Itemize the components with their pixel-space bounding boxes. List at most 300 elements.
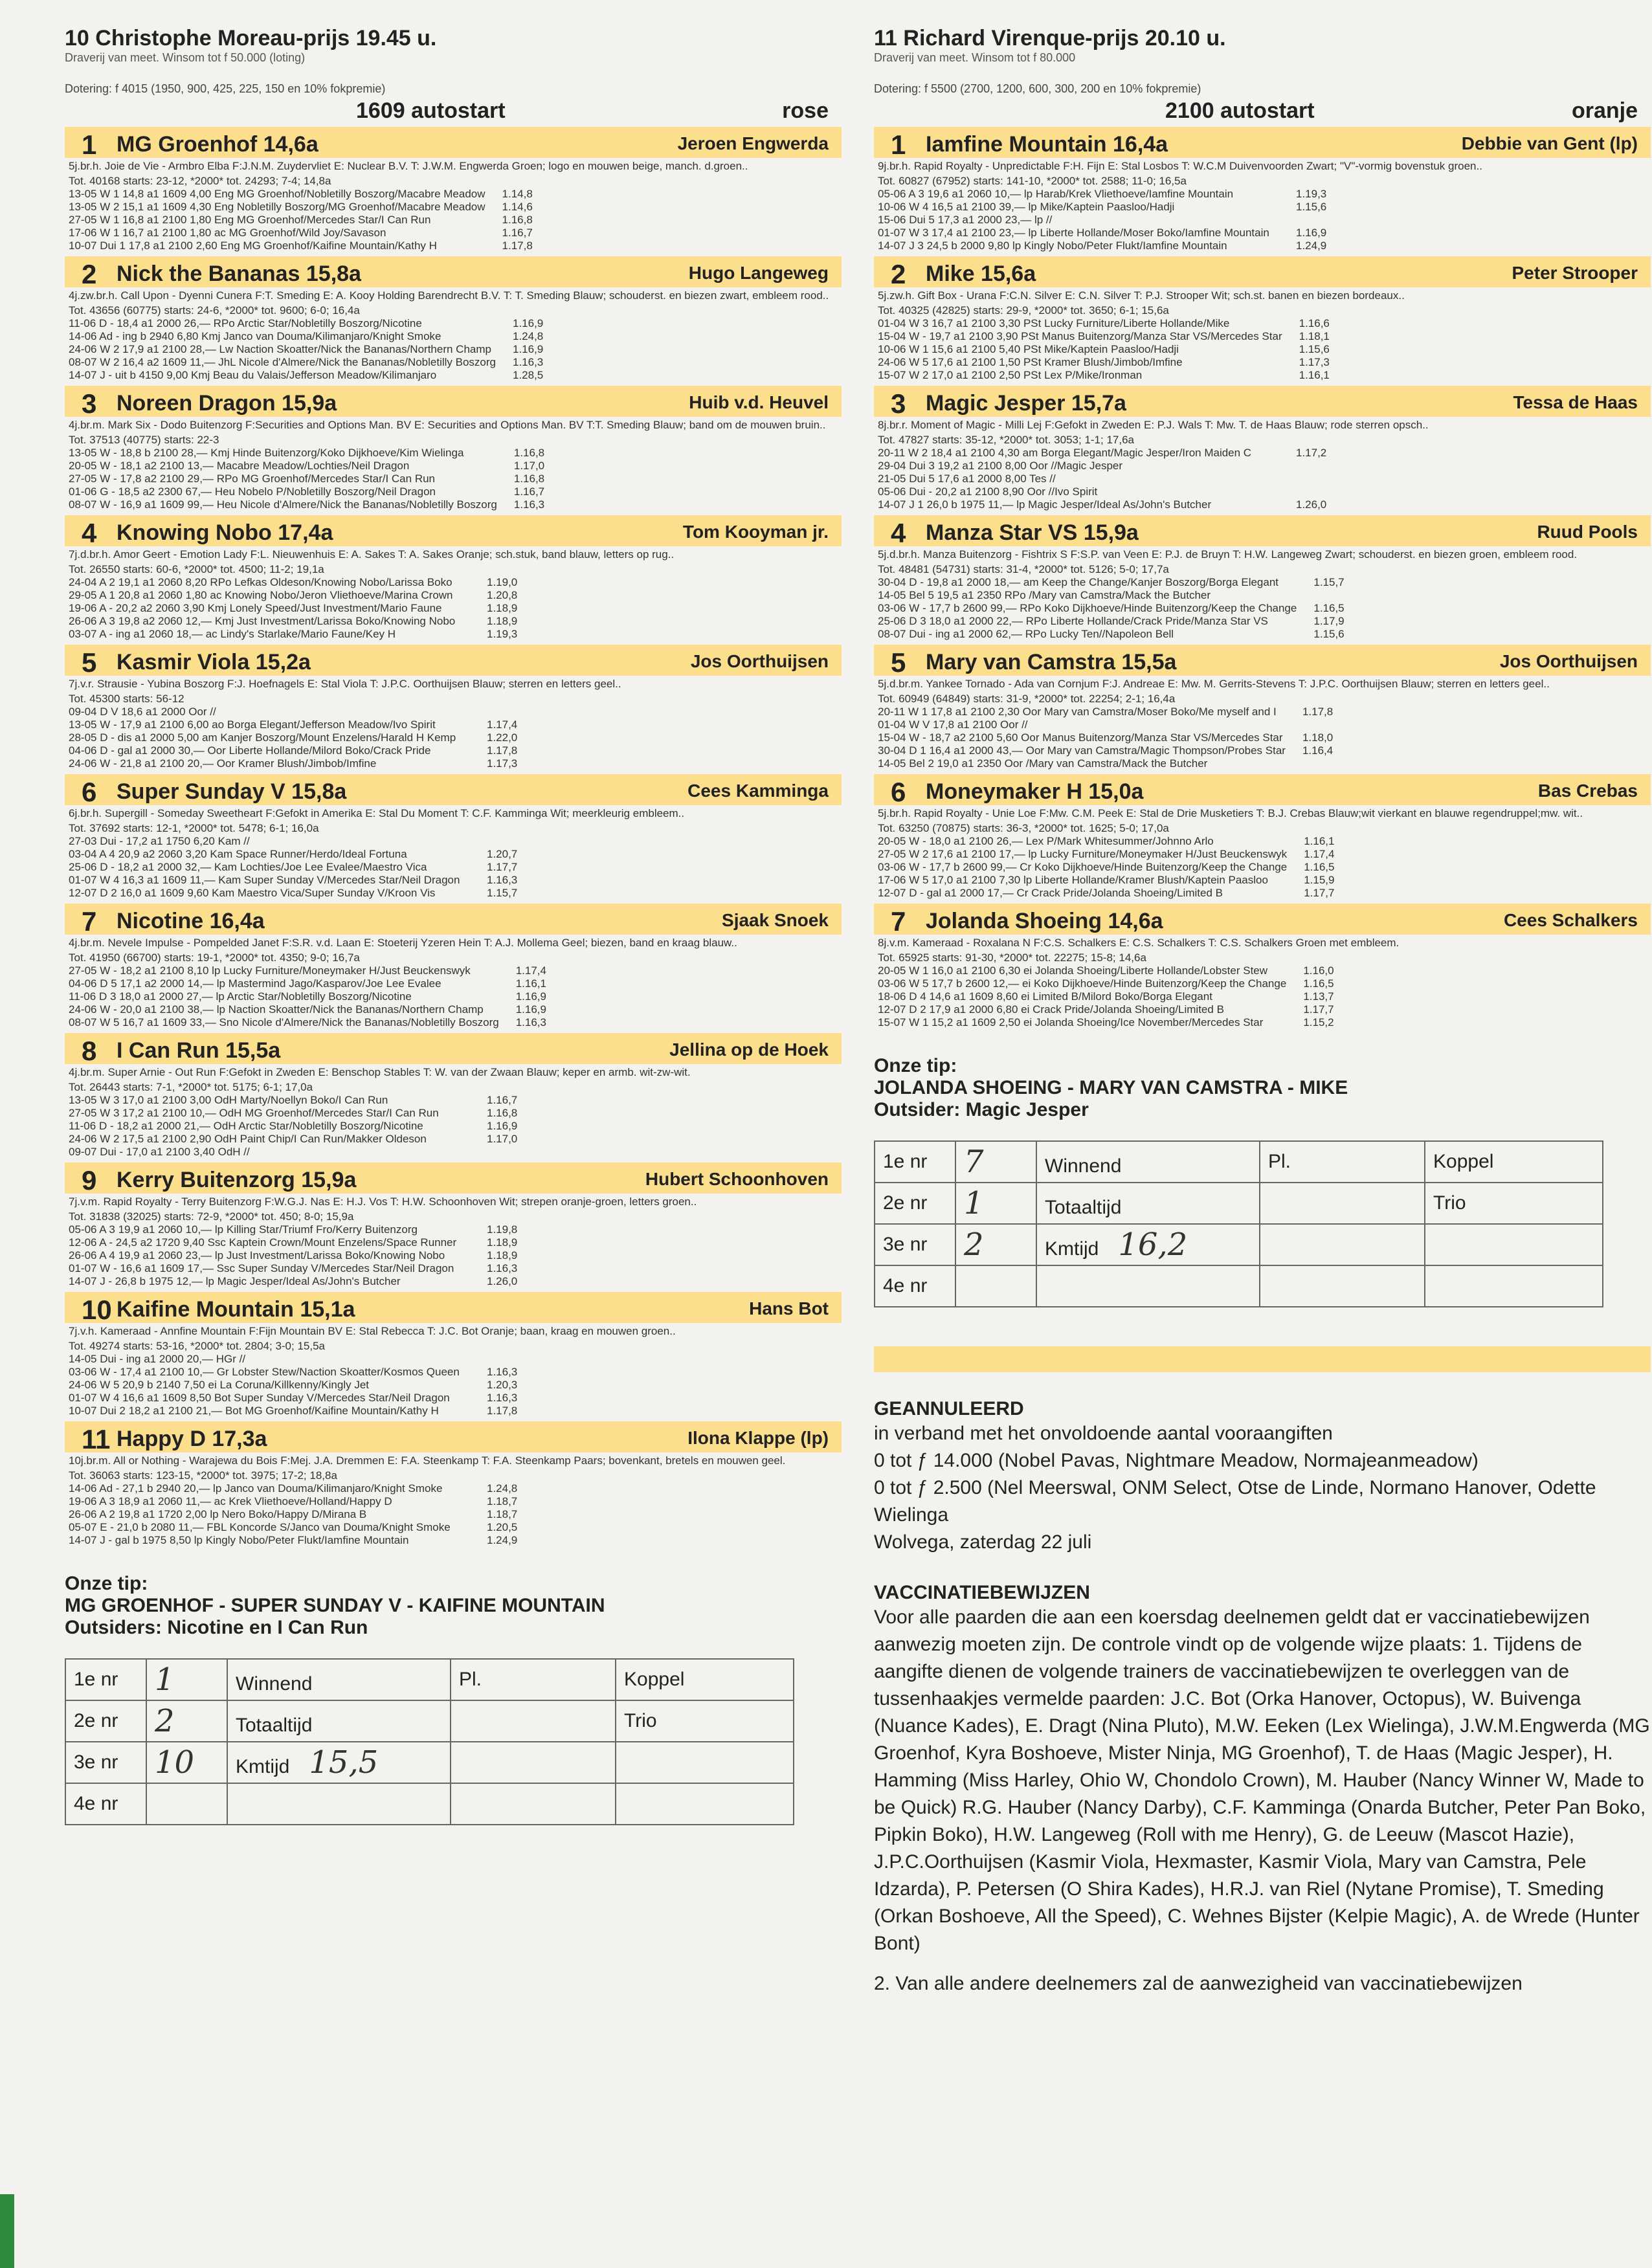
- horse-entry: [65, 645, 842, 770]
- result-row: [69, 1016, 550, 1029]
- result-row: [69, 731, 521, 744]
- horse-info: Tot. 41950 (66700) starts: 19-1, *2000* tot. 4350; 9-0; 16,7a: [69, 951, 360, 964]
- horse-entry: [65, 515, 842, 641]
- handwritten-number[interactable]: [146, 1783, 227, 1825]
- horse-info: Tot. 26443 starts: 7-1, *2000* tot. 5175; 6-1; 17,0a: [69, 1081, 313, 1093]
- grid-right: [616, 1783, 794, 1825]
- result-details: 24-04 A 2 19,1 a1 2060 8,20 RPo Lefkas Oldeson/Knowing Nobo/Larissa Boko: [69, 576, 452, 588]
- result-row: [69, 460, 548, 472]
- horse-header: [874, 645, 1651, 676]
- result-row: [878, 718, 1337, 731]
- handwritten-number[interactable]: [955, 1265, 1036, 1307]
- horse-info: Tot. 65925 starts: 91-30, *2000* tot. 22275; 15-8; 14,6a: [878, 951, 1146, 964]
- results-table: [69, 1223, 521, 1288]
- result-row: [69, 227, 537, 239]
- grid-pl: Pl.: [451, 1659, 616, 1700]
- outsiders-text: Outsider: Magic Jesper: [874, 1099, 1089, 1120]
- horse-info: Tot. 60949 (64849) starts: 31-9, *2000* tot. 22254; 2-1; 16,4a: [878, 693, 1176, 705]
- horse-number: 7: [82, 906, 97, 937]
- horse-header: [874, 386, 1651, 417]
- results-table: [878, 835, 1338, 900]
- result-details: 09-07 Dui - 17,0 a1 2100 3,40 OdH //: [69, 1146, 250, 1158]
- result-row: [69, 835, 521, 848]
- result-time: [1283, 214, 1330, 227]
- driver-name: Hans Bot: [749, 1298, 829, 1318]
- bet-type-label: Totaaltijd: [1045, 1197, 1122, 1218]
- result-time: 1.26,0: [1296, 498, 1327, 511]
- result-time: [1289, 757, 1337, 770]
- result-row: [69, 1236, 521, 1249]
- result-details: 26-06 A 3 19,8 a2 2060 12,— Kmj Just Investment/Larissa Boko/Knowing Nobo: [69, 615, 456, 627]
- horse-info: 7j.d.br.h. Amor Geert - Emotion Lady F:L. Nieuwenhuis E: A. Sakes T: A. Sakes Oranje; sch.stuk, band blauw, letters op rug..: [69, 548, 675, 561]
- race-prize: Dotering: f 4015 (1950, 900, 425, 225, 150 en 10% fokpremie): [65, 82, 386, 95]
- horse-header: [874, 515, 1651, 546]
- result-details: 08-07 W 5 16,7 a1 1609 33,— Sno Nicole d'Almere/Nick the Bananas/Nobletilly Boszorg: [69, 1016, 499, 1028]
- horse-number: 4: [82, 518, 97, 548]
- horse-header: [874, 904, 1651, 935]
- result-details: 03-04 A 4 20,9 a2 2060 3,20 Kam Space Runner/Herdo/Ideal Fortuna: [69, 848, 407, 860]
- result-details: 01-07 W - 16,6 a1 1609 17,— Ssc Super Sunday V/Mercedes Star/Neil Dragon: [69, 1262, 454, 1274]
- result-row: [878, 977, 1338, 990]
- horse-info: Tot. 49274 starts: 53-16, *2000* tot. 2804; 3-0; 15,5a: [69, 1340, 325, 1352]
- result-details: 12-07 D 2 17,9 a1 2000 6,80 ei Crack Pride/Jolanda Shoeing/Limited B: [878, 1003, 1224, 1016]
- result-time: 1.17,8: [487, 1405, 518, 1417]
- result-details: 28-05 D - dis a1 2000 5,00 am Kanjer Boszorg/Mount Enzelens/Harald H Kemp: [69, 731, 456, 744]
- handwritten-number[interactable]: 2: [955, 1224, 1036, 1265]
- result-time: 1.20,7: [487, 848, 518, 860]
- result-time: 1.16,9: [1296, 227, 1327, 239]
- result-time: [1283, 485, 1330, 498]
- result-row: [69, 1379, 521, 1392]
- result-time: 1.15,6: [1313, 628, 1345, 640]
- horse-entry: [874, 256, 1651, 382]
- result-row: [69, 1353, 521, 1366]
- result-row: [69, 498, 548, 511]
- result-time: 1.20,5: [487, 1521, 518, 1533]
- result-time: 1.18,9: [487, 1236, 518, 1249]
- result-details: 08-07 Dui - ing a1 2000 62,— RPo Lucky Ten//Napoleon Bell: [878, 628, 1174, 640]
- horse-info: 10j.br.m. All or Nothing - Warajewa du Bois F:Mej. J.A. Dremmen E: F.A. Steenkamp T: F.A. Steenkamp Paars; bovenkant, bretels en mouwen geel.: [69, 1454, 786, 1467]
- result-time: 1.16,8: [513, 447, 545, 459]
- horse-header: [874, 127, 1651, 158]
- result-time: 1.17,8: [1302, 706, 1334, 718]
- handwritten-number[interactable]: 2: [146, 1700, 227, 1742]
- horse-entry: [65, 1421, 842, 1547]
- geannuleerd-line: Wolvega, zaterdag 22 juli: [874, 1531, 1092, 1553]
- result-row: [69, 343, 547, 356]
- result-details: 03-06 W - 17,7 b 2600 99,— Cr Koko Dijkhoeve/Hinde Buitenzorg/Keep the Change: [878, 861, 1288, 873]
- result-row: [69, 1392, 521, 1405]
- result-time: 1.16,5: [1304, 861, 1335, 873]
- result-time: 1.20,8: [487, 589, 518, 601]
- grid-right: Koppel: [616, 1659, 794, 1700]
- geannuleerd-line: 0 tot ƒ 2.500 (Nel Meerswal, ONM Select, Otse de Linde, Normano Hanover, Odette Wielinga: [874, 1477, 1596, 1526]
- grid-pl: [451, 1700, 616, 1742]
- result-row: [69, 330, 547, 343]
- horse-info: 7j.v.r. Strausie - Yubina Boszorg F:J. Hoefnagels E: Stal Viola T: J.P.C. Oorthuijsen Blauw; sterren en letters geel..: [69, 678, 621, 690]
- result-details: 13-05 W 3 17,0 a1 2100 3,00 OdH Marty/Noellyn Boko/I Can Run: [69, 1094, 388, 1106]
- horse-number: 2: [82, 259, 97, 289]
- result-time: 1.20,3: [487, 1379, 518, 1391]
- result-details: 01-04 W 3 16,7 a1 2100 3,30 PSt Lucky Furniture/Liberte Hollande/Mike: [878, 317, 1230, 329]
- horse-info: Tot. 45300 starts: 56-12: [69, 693, 184, 705]
- grid-bet-type: [227, 1742, 451, 1783]
- grid-pl: Pl.: [1260, 1141, 1425, 1183]
- horse-header: [65, 774, 842, 805]
- handwritten-number[interactable]: 1: [955, 1183, 1036, 1224]
- driver-name: Tessa de Haas: [1513, 392, 1638, 412]
- results-table: [69, 706, 521, 770]
- horse-name: Kerry Buitenzorg 15,9a: [117, 1168, 357, 1192]
- grid-label: 3e nr: [875, 1224, 955, 1265]
- result-row: [878, 460, 1330, 472]
- result-details: 30-04 D 1 16,4 a1 2000 43,— Oor Mary van Camstra/Magic Thompson/Probes Star: [878, 744, 1286, 757]
- result-row: [878, 589, 1348, 602]
- result-details: 05-06 Dui - 20,2 a1 2100 8,90 Oor //Ivo Spirit: [878, 485, 1098, 498]
- horse-number: 5: [891, 647, 906, 678]
- result-time: [1289, 718, 1337, 731]
- result-details: 03-06 W - 17,7 b 2600 99,— RPo Koko Dijkhoeve/Hinde Buitenzorg/Keep the Change: [878, 602, 1297, 614]
- result-details: 29-05 A 1 20,8 a1 2060 1,80 ac Knowing Nobo/Jeron Vliethoeve/Marina Crown: [69, 589, 453, 601]
- horse-info: Tot. 40168 starts: 23-12, *2000* tot. 24293; 7-4; 14,8a: [69, 175, 331, 187]
- result-details: 24-06 W 2 17,5 a1 2100 2,90 OdH Paint Chip/I Can Run/Makker Oldeson: [69, 1133, 427, 1145]
- result-details: 25-06 D 3 18,0 a1 2000 22,— RPo Liberte Hollande/Crack Pride/Manza Star VS: [878, 615, 1268, 627]
- horse-entry: [65, 256, 842, 382]
- handwritten-number[interactable]: 7: [955, 1141, 1036, 1183]
- handwritten-number[interactable]: 1: [146, 1659, 227, 1700]
- horse-header: [65, 1292, 842, 1323]
- result-time: 1.15,2: [1303, 1016, 1334, 1028]
- result-row: [878, 744, 1337, 757]
- result-row: [69, 977, 550, 990]
- result-row: [69, 1133, 521, 1146]
- result-row: [69, 201, 537, 214]
- result-details: 24-06 W - 20,0 a1 2100 38,— lp Naction Skoatter/Nick the Bananas/Northern Champ: [69, 1003, 484, 1016]
- horse-info: Tot. 36063 starts: 123-15, *2000* tot. 3975; 17-2; 18,8a: [69, 1469, 337, 1482]
- race-subtitle: Draverij van meet. Winsom tot f 50.000 (loting): [65, 51, 306, 64]
- entries-list: [65, 127, 842, 1547]
- result-time: [474, 1353, 521, 1366]
- result-details: 10-06 W 4 16,5 a1 2100 39,— lp Mike/Kaptein Paasloo/Hadji: [878, 201, 1175, 213]
- result-time: 1.18,9: [487, 615, 518, 627]
- result-time: 1.16,3: [487, 1392, 518, 1404]
- horse-name: Mary van Camstra 15,5a: [926, 650, 1177, 674]
- geannuleerd-heading: GEANNULEERD: [874, 1398, 1024, 1419]
- result-details: 18-06 D 4 14,6 a1 1609 8,60 ei Limited B/Milord Boko/Borga Elegant: [878, 990, 1212, 1003]
- bet-grid: [65, 1658, 794, 1825]
- result-details: 03-06 W 5 17,7 b 2600 12,— ei Koko Dijkhoeve/Hinde Buitenzorg/Keep the Change: [878, 977, 1287, 990]
- horse-header: [65, 386, 842, 417]
- race-line: [65, 96, 842, 123]
- result-row: [69, 1003, 550, 1016]
- result-time: 1.17,4: [487, 718, 518, 731]
- result-row: [69, 576, 521, 589]
- result-details: 15-07 W 2 17,0 a1 2100 2,50 PSt Lex P/Mike/Ironman: [878, 369, 1143, 381]
- grid-pl: [1260, 1265, 1425, 1307]
- grid-row: [875, 1183, 1603, 1224]
- result-row: [69, 1275, 521, 1288]
- race-distance: 1609 autostart: [356, 98, 506, 123]
- driver-name: Tom Kooyman jr.: [682, 522, 829, 542]
- horse-entry: [65, 1162, 842, 1288]
- horse-header: [65, 256, 842, 287]
- result-row: [69, 964, 550, 977]
- result-details: 26-06 A 2 19,8 a1 1720 2,00 lp Nero Boko/Happy D/Mirana B: [69, 1508, 367, 1520]
- result-details: 14-05 Bel 5 19,5 a1 2350 RPo /Mary van Camstra/Mack the Butcher: [878, 589, 1211, 601]
- result-time: 1.16,6: [1299, 317, 1330, 329]
- horse-header: [65, 645, 842, 676]
- divider-band: [874, 1346, 1651, 1372]
- result-row: [69, 1366, 521, 1379]
- grid-row: [65, 1659, 794, 1700]
- result-details: 15-04 W - 18,7 a2 2100 5,60 Oor Manus Buitenzorg/Manza Star VS/Mercedes Star: [878, 731, 1283, 744]
- horse-number: 7: [891, 906, 906, 937]
- result-details: 27-05 W 1 16,8 a1 2100 1,80 Eng MG Groenhof/Mercedes Star/I Can Run: [69, 214, 431, 226]
- grid-label: 3e nr: [65, 1742, 146, 1783]
- result-time: 1.17,7: [1304, 887, 1335, 899]
- horse-info: Tot. 63250 (70875) starts: 36-3, *2000* tot. 1625; 5-0; 17,0a: [878, 822, 1169, 834]
- grid-right: [1425, 1265, 1603, 1307]
- result-time: 1.16,8: [487, 1107, 518, 1119]
- horse-info: 9j.br.h. Rapid Royalty - Unpredictable F:H. Fijn E: Stal Losbos T: W.C.M Duivenvoorden Zwart; "V"-vormig bovenstuk groen..: [878, 160, 1482, 172]
- result-details: 21-05 Dui 5 17,6 a1 2000 8,00 Tes //: [878, 472, 1056, 485]
- handwritten-value[interactable]: 16,2: [1118, 1227, 1188, 1263]
- result-details: 27-05 W 2 17,6 a1 2100 17,— lp Lucky Furniture/Moneymaker H/Just Beuckenswyk: [878, 848, 1288, 860]
- result-time: 1.16,0: [1303, 964, 1334, 977]
- race-prize: Dotering: f 5500 (2700, 1200, 600, 300, 200 en 10% fokpremie): [874, 82, 1201, 95]
- horse-name: Noreen Dragon 15,9a: [117, 391, 337, 416]
- result-row: [878, 201, 1330, 214]
- horse-header: [65, 1162, 842, 1194]
- grid-row: [65, 1783, 794, 1825]
- horse-entry: [65, 904, 842, 1029]
- result-details: 12-07 D - gal a1 2000 17,— Cr Crack Pride/Jolanda Shoeing/Limited B: [878, 887, 1223, 899]
- result-time: 1.18,0: [1302, 731, 1334, 744]
- results-table: [878, 964, 1338, 1029]
- result-row: [878, 356, 1334, 369]
- result-details: 05-06 A 3 19,6 a1 2060 10,— lp Harab/Krek Vliethoeve/Iamfine Mountain: [878, 188, 1234, 200]
- horse-entry: [874, 386, 1651, 511]
- result-row: [878, 343, 1334, 356]
- horse-info: 4j.br.m. Super Arnie - Out Run F:Gefokt in Zweden E: Benschop Stables T: W. van der Zwaan Blauw; keper en armb. wit-zw-wit.: [69, 1066, 691, 1078]
- result-time: 1.16,9: [487, 1120, 518, 1132]
- result-row: [69, 1482, 521, 1495]
- driver-name: Hubert Schoonhoven: [645, 1169, 829, 1189]
- driver-name: Jellina op de Hoek: [669, 1040, 829, 1060]
- result-details: 25-06 D - 18,2 a1 2000 32,— Kam Lochties/Joe Lee Evalee/Maestro Vica: [69, 861, 427, 873]
- entries-list: [874, 127, 1651, 1029]
- result-row: [878, 214, 1330, 227]
- horse-info: 8j.br.r. Moment of Magic - Milli Lej F:Gefokt in Zweden E: P.J. Wals T: Mw. T. de Haas Blauw; rode sterren opsch..: [878, 419, 1429, 431]
- result-details: 14-05 Bel 2 19,0 a1 2350 Oor /Mary van Camstra/Mack the Butcher: [878, 757, 1208, 770]
- results-table: [878, 188, 1330, 252]
- result-time: 1.14,8: [502, 188, 533, 200]
- horse-name: Super Sunday V 15,8a: [117, 779, 347, 804]
- race-distance: 2100 autostart: [1165, 98, 1315, 123]
- result-details: 24-06 W 5 20,9 b 2140 7,50 ei La Coruna/Killkenny/Kingly Jet: [69, 1379, 370, 1391]
- result-row: [69, 369, 547, 382]
- horse-entry: [874, 127, 1651, 252]
- horse-info: 5j.zw.h. Gift Box - Urana F:C.N. Silver E: C.N. Silver T: P.J. Strooper Wit; sch.st. banen en biezen bordeaux..: [878, 289, 1405, 302]
- horse-header: [65, 127, 842, 158]
- result-details: 20-05 W - 18,0 a1 2100 26,— Lex P/Mark Whitesummer/Johnno Arlo: [878, 835, 1214, 847]
- grid-label: 2e nr: [875, 1183, 955, 1224]
- horse-entry: [65, 774, 842, 900]
- result-row: [69, 485, 548, 498]
- left-column: [65, 0, 842, 1825]
- result-row: [69, 706, 521, 718]
- result-row: [878, 1016, 1338, 1029]
- horse-name: Happy D 17,3a: [117, 1427, 267, 1451]
- result-row: [69, 1534, 521, 1547]
- result-row: [69, 848, 521, 861]
- result-details: 01-06 G - 18,5 a2 2300 67,— Heu Nobelo P/Nobletilly Boszorg/Neil Dragon: [69, 485, 436, 498]
- result-details: 03-06 W - 17,4 a1 2100 10,— Gr Lobster Stew/Naction Skoatter/Kosmos Queen: [69, 1366, 460, 1378]
- race-title: 10 Christophe Moreau-prijs 19.45 u.: [65, 26, 437, 50]
- outsiders-text: Outsiders: Nicotine en I Can Run: [65, 1617, 368, 1638]
- results-table: [69, 1482, 521, 1547]
- result-row: [69, 1508, 521, 1521]
- result-time: 1.16,1: [1299, 369, 1330, 381]
- bet-type-label: Kmtijd: [1045, 1238, 1099, 1260]
- result-time: 1.15,6: [1299, 343, 1330, 355]
- grid-right: Trio: [1425, 1183, 1603, 1224]
- result-time: 1.16,9: [513, 317, 544, 329]
- result-row: [69, 1405, 521, 1418]
- horse-header: [874, 256, 1651, 287]
- result-time: [474, 1146, 521, 1159]
- horse-name: Manza Star VS 15,9a: [926, 520, 1139, 545]
- driver-name: Ilona Klappe (lp): [687, 1428, 829, 1448]
- horse-info: Tot. 48481 (54731) starts: 31-4, *2000* tot. 5126; 5-0; 17,7a: [878, 563, 1169, 575]
- driver-name: Cees Schalkers: [1503, 910, 1638, 930]
- results-table: [878, 576, 1348, 641]
- right-column: [874, 0, 1651, 1997]
- geannuleerd-line: in verband met het onvoldoende aantal vooraangiften: [874, 1423, 1333, 1444]
- result-details: 24-06 W - 21,8 a1 2100 20,— Oor Kramer Blush/Jimbob/Imfine: [69, 757, 377, 770]
- grid-label: 1e nr: [65, 1659, 146, 1700]
- result-time: 1.13,7: [1303, 990, 1334, 1003]
- result-details: 11-06 D - 18,2 a1 2000 21,— OdH Arctic Star/Nobletilly Boszorg/Nicotine: [69, 1120, 423, 1132]
- result-time: 1.16,3: [513, 356, 544, 368]
- tip-text: JOLANDA SHOEING - MARY VAN CAMSTRA - MIKE: [874, 1077, 1348, 1098]
- horse-name: Mike 15,6a: [926, 261, 1036, 286]
- result-time: 1.17,4: [1304, 848, 1335, 860]
- result-row: [69, 589, 521, 602]
- result-row: [69, 874, 521, 887]
- horse-info: 5j.br.h. Rapid Royalty - Unie Loe F:Mw. C.M. Peek E: Stal de Drie Musketiers T: B.J. Crebas Blauw;wit vierkant en blauwe regendruppel;mw. wit..: [878, 807, 1583, 819]
- result-details: 13-05 W 1 14,8 a1 1609 4,00 Eng MG Groenhof/Nobletilly Boszorg/Macabre Meadow: [69, 188, 486, 200]
- driver-name: Bas Crebas: [1537, 781, 1638, 801]
- result-details: 15-06 Dui 5 17,3 a1 2000 23,— lp //: [878, 214, 1053, 226]
- horse-info: 5j.d.br.m. Yankee Tornado - Ada van Cornjum F:J. Andreae E: Mw. M. Gerrits-Stevens T: J.P.C. Oorthuijsen Blauw; sterren en letters geel..: [878, 678, 1550, 690]
- grid-bet-type: [1036, 1141, 1260, 1183]
- grid-bet-type: [227, 1659, 451, 1700]
- horse-info: 6j.br.h. Supergill - Someday Sweetheart F:Gefokt in Amerika E: Stal Du Moment T: C.F. Kamminga Wit; meerkleurig embleem..: [69, 807, 685, 819]
- result-row: [878, 731, 1337, 744]
- result-time: [1300, 589, 1348, 602]
- results-table: [69, 835, 521, 900]
- result-details: 19-06 A - 20,2 a2 2060 3,90 Kmj Lonely Speed/Just Investment/Mario Faune: [69, 602, 442, 614]
- result-row: [69, 1495, 521, 1508]
- result-time: 1.17,8: [502, 239, 533, 252]
- result-time: 1.24,9: [487, 1534, 518, 1546]
- result-details: 14-05 Dui - ing a1 2000 20,— HGr //: [69, 1353, 246, 1365]
- result-row: [878, 472, 1330, 485]
- result-details: 01-07 W 3 17,4 a1 2100 23,— lp Liberte Hollande/Moser Boko/Iamfine Mountain: [878, 227, 1269, 239]
- result-time: 1.17,4: [515, 964, 546, 977]
- result-time: 1.22,0: [487, 731, 518, 744]
- result-row: [69, 1146, 521, 1159]
- horse-info: 7j.v.h. Kameraad - Annfine Mountain F:Fijn Mountain BV E: Stal Rebecca T: J.C. Bot Oranje; baan, kraag en mouwen groen..: [69, 1325, 676, 1337]
- result-row: [878, 848, 1338, 861]
- grid-bet-type: [227, 1783, 451, 1825]
- result-time: 1.16,1: [515, 977, 546, 990]
- result-row: [878, 835, 1338, 848]
- horse-info: Tot. 37513 (40775) starts: 22-3: [69, 434, 219, 446]
- result-time: 1.18,7: [487, 1495, 518, 1507]
- result-row: [878, 227, 1330, 239]
- handwritten-value[interactable]: 15,5: [309, 1744, 379, 1781]
- result-time: 1.26,0: [487, 1275, 518, 1287]
- result-details: 17-06 W 1 16,7 a1 2100 1,80 ac MG Groenhof/Wild Joy/Savason: [69, 227, 386, 239]
- result-details: 15-04 W - 19,7 a1 2100 3,90 PSt Manus Buitenzorg/Manza Star VS/Mercedes Star: [878, 330, 1282, 342]
- result-time: 1.15,7: [487, 887, 518, 899]
- result-time: 1.19,8: [487, 1223, 518, 1236]
- horse-header: [65, 515, 842, 546]
- result-time: 1.15,7: [1313, 576, 1345, 588]
- horse-info: Tot. 40325 (42825) starts: 29-9, *2000* tot. 3650; 6-1; 15,6a: [878, 304, 1169, 317]
- tip-label: Onze tip:: [874, 1055, 957, 1076]
- result-row: [878, 576, 1348, 589]
- horse-number: 1: [82, 129, 97, 160]
- horse-number: 5: [82, 647, 97, 678]
- result-details: 27-05 W - 18,2 a1 2100 8,10 lp Lucky Furniture/Moneymaker H/Just Beuckenswyk: [69, 964, 471, 977]
- result-time: 1.16,7: [513, 485, 545, 498]
- horse-info: Tot. 31838 (32025) starts: 72-9, *2000* tot. 450; 8-0; 15,9a: [69, 1210, 354, 1223]
- grid-label: 2e nr: [65, 1700, 146, 1742]
- result-row: [69, 861, 521, 874]
- handwritten-number[interactable]: 10: [146, 1742, 227, 1783]
- horse-number: 2: [891, 259, 906, 289]
- result-row: [878, 447, 1330, 460]
- result-time: 1.16,8: [502, 214, 533, 226]
- result-row: [69, 1249, 521, 1262]
- result-details: 14-06 Ad - ing b 2940 6,80 Kmj Janco van Douma/Kilimanjaro/Knight Smoke: [69, 330, 441, 342]
- result-row: [69, 887, 521, 900]
- horse-number: 8: [82, 1036, 97, 1066]
- result-time: 1.18,9: [487, 602, 518, 614]
- result-time: 1.16,7: [487, 1094, 518, 1106]
- result-details: 10-07 Dui 1 17,8 a1 2100 2,60 Eng MG Groenhof/Kaifine Mountain/Kathy H: [69, 239, 437, 252]
- horse-number: 6: [891, 777, 906, 807]
- result-row: [69, 317, 547, 330]
- grid-row: [875, 1141, 1603, 1183]
- result-details: 12-06 A - 24,5 a2 1720 9,40 Ssc Kaptein Crown/Mount Enzelens/Space Runner: [69, 1236, 457, 1249]
- result-details: 30-04 D - 19,8 a1 2000 18,— am Keep the Change/Kanjer Boszorg/Borga Elegant: [878, 576, 1279, 588]
- result-details: 20-11 W 1 17,8 a1 2100 2,30 Oor Mary van Camstra/Moser Boko/Me myself and I: [878, 706, 1277, 718]
- grid-bet-type: [1036, 1224, 1260, 1265]
- horse-number: 10: [82, 1295, 112, 1325]
- horse-header: [65, 1033, 842, 1064]
- grid-label: 4e nr: [65, 1783, 146, 1825]
- horse-number: 6: [82, 777, 97, 807]
- result-details: 17-06 W 5 17,0 a1 2100 7,30 lp Liberte Hollande/Kramer Blush/Kaptein Paasloo: [878, 874, 1268, 886]
- driver-name: Peter Strooper: [1512, 263, 1638, 283]
- result-details: 14-06 Ad - 27,1 b 2940 20,— lp Janco van Douma/Kilimanjaro/Knight Smoke: [69, 1482, 443, 1495]
- horse-info: Tot. 43656 (60775) starts: 24-6, *2000* tot. 9600; 6-0; 16,4a: [69, 304, 360, 317]
- race-subtitle: Draverij van meet. Winsom tot f 80.000: [874, 51, 1076, 64]
